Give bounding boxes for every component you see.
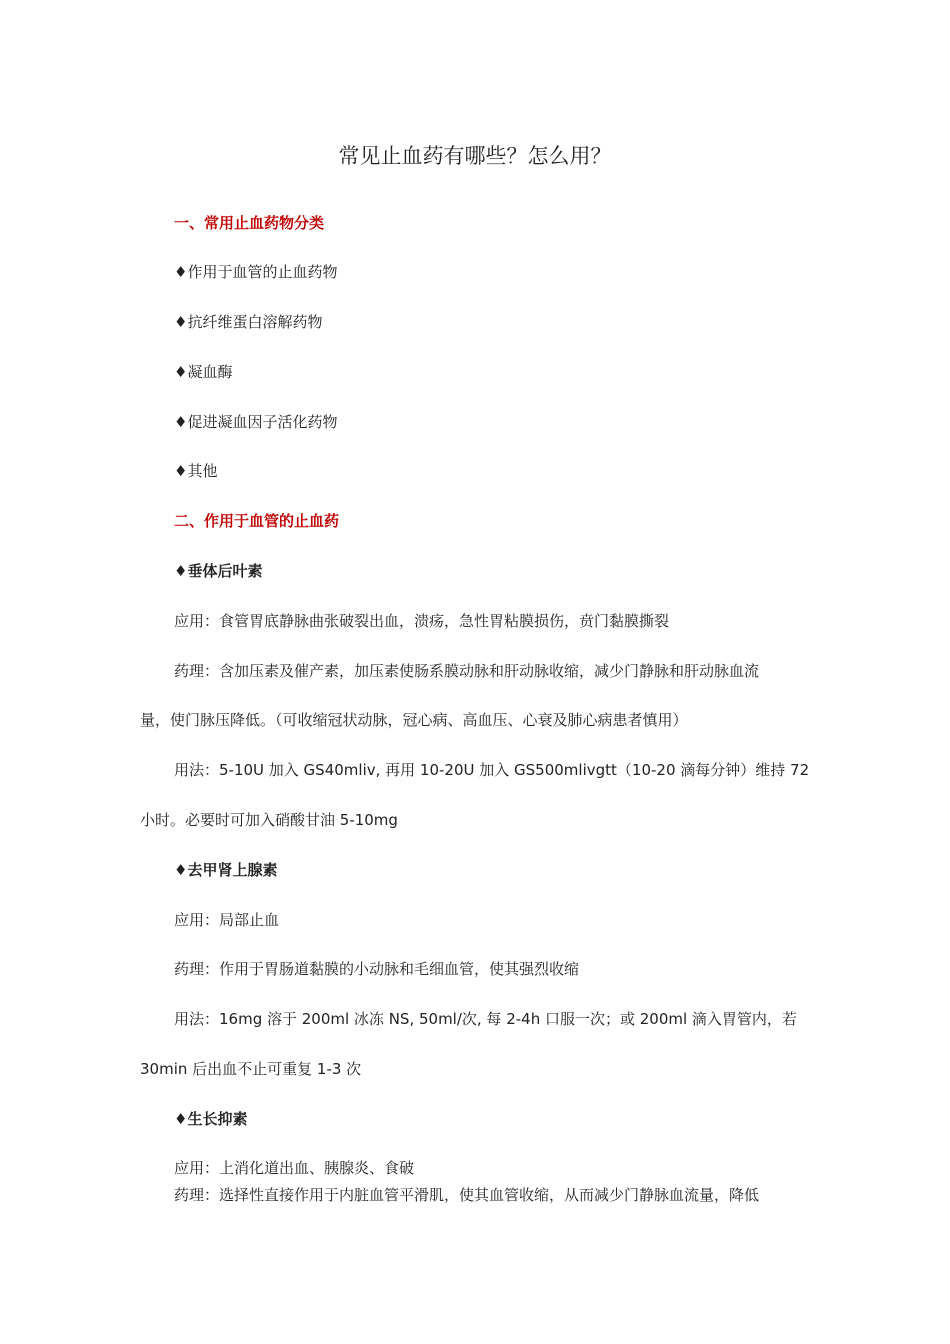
drug-pharmacology-cont: 量，使门脉压降低。（可收缩冠状动脉，冠心病、高血压、心衰及肺心病患者慎用） xyxy=(140,711,688,729)
drug-use: 应用：局部止血 xyxy=(174,911,280,929)
drug-pharmacology: 药理：作用于胃肠道黏膜的小动脉和毛细血管，使其强烈收缩 xyxy=(174,960,580,978)
list-item: ♦促进凝血因子活化药物 xyxy=(174,413,338,431)
drug-name: ♦去甲肾上腺素 xyxy=(174,861,278,879)
drug-usage: 用法：16mg 溶于 200ml 冰冻 NS, 50ml/次, 每 2-4h 口服一次；或 200ml 滴入胃管内，若 xyxy=(174,1010,797,1028)
drug-name: ♦生长抑素 xyxy=(174,1110,248,1128)
section-heading: 二、作用于血管的止血药 xyxy=(174,512,340,530)
drug-usage-cont: 小时。必要时可加入硝酸甘油 5-10mg xyxy=(140,811,398,829)
drug-use: 应用：上消化道出血、胰腺炎、食破 xyxy=(174,1159,415,1177)
page-title: 常见止血药有哪些？怎么用？ xyxy=(338,144,612,168)
list-item: ♦作用于血管的止血药物 xyxy=(174,263,338,281)
drug-pharmacology: 药理：选择性直接作用于内脏血管平滑肌，使其血管收缩，从而减少门静脉血流量，降低 xyxy=(174,1186,760,1204)
drug-usage-cont: 30min 后出血不止可重复 1-3 次 xyxy=(140,1060,362,1078)
drug-usage: 用法：5-10U 加入 GS40mliv, 再用 10-20U 加入 GS500mlivgtt（10-20 滴每分钟）维持 72 xyxy=(174,761,810,779)
section-heading: 一、常用止血药物分类 xyxy=(174,214,325,232)
drug-name: ♦垂体后叶素 xyxy=(174,562,263,580)
list-item: ♦凝血酶 xyxy=(174,363,233,381)
drug-use: 应用：食管胃底静脉曲张破裂出血，溃疡，急性胃粘膜损伤，贲门黏膜撕裂 xyxy=(174,612,670,630)
list-item: ♦其他 xyxy=(174,462,218,480)
list-item: ♦抗纤维蛋白溶解药物 xyxy=(174,313,323,331)
drug-pharmacology: 药理：含加压素及催产素，加压素使肠系膜动脉和肝动脉收缩，减少门静脉和肝动脉血流 xyxy=(174,662,760,680)
